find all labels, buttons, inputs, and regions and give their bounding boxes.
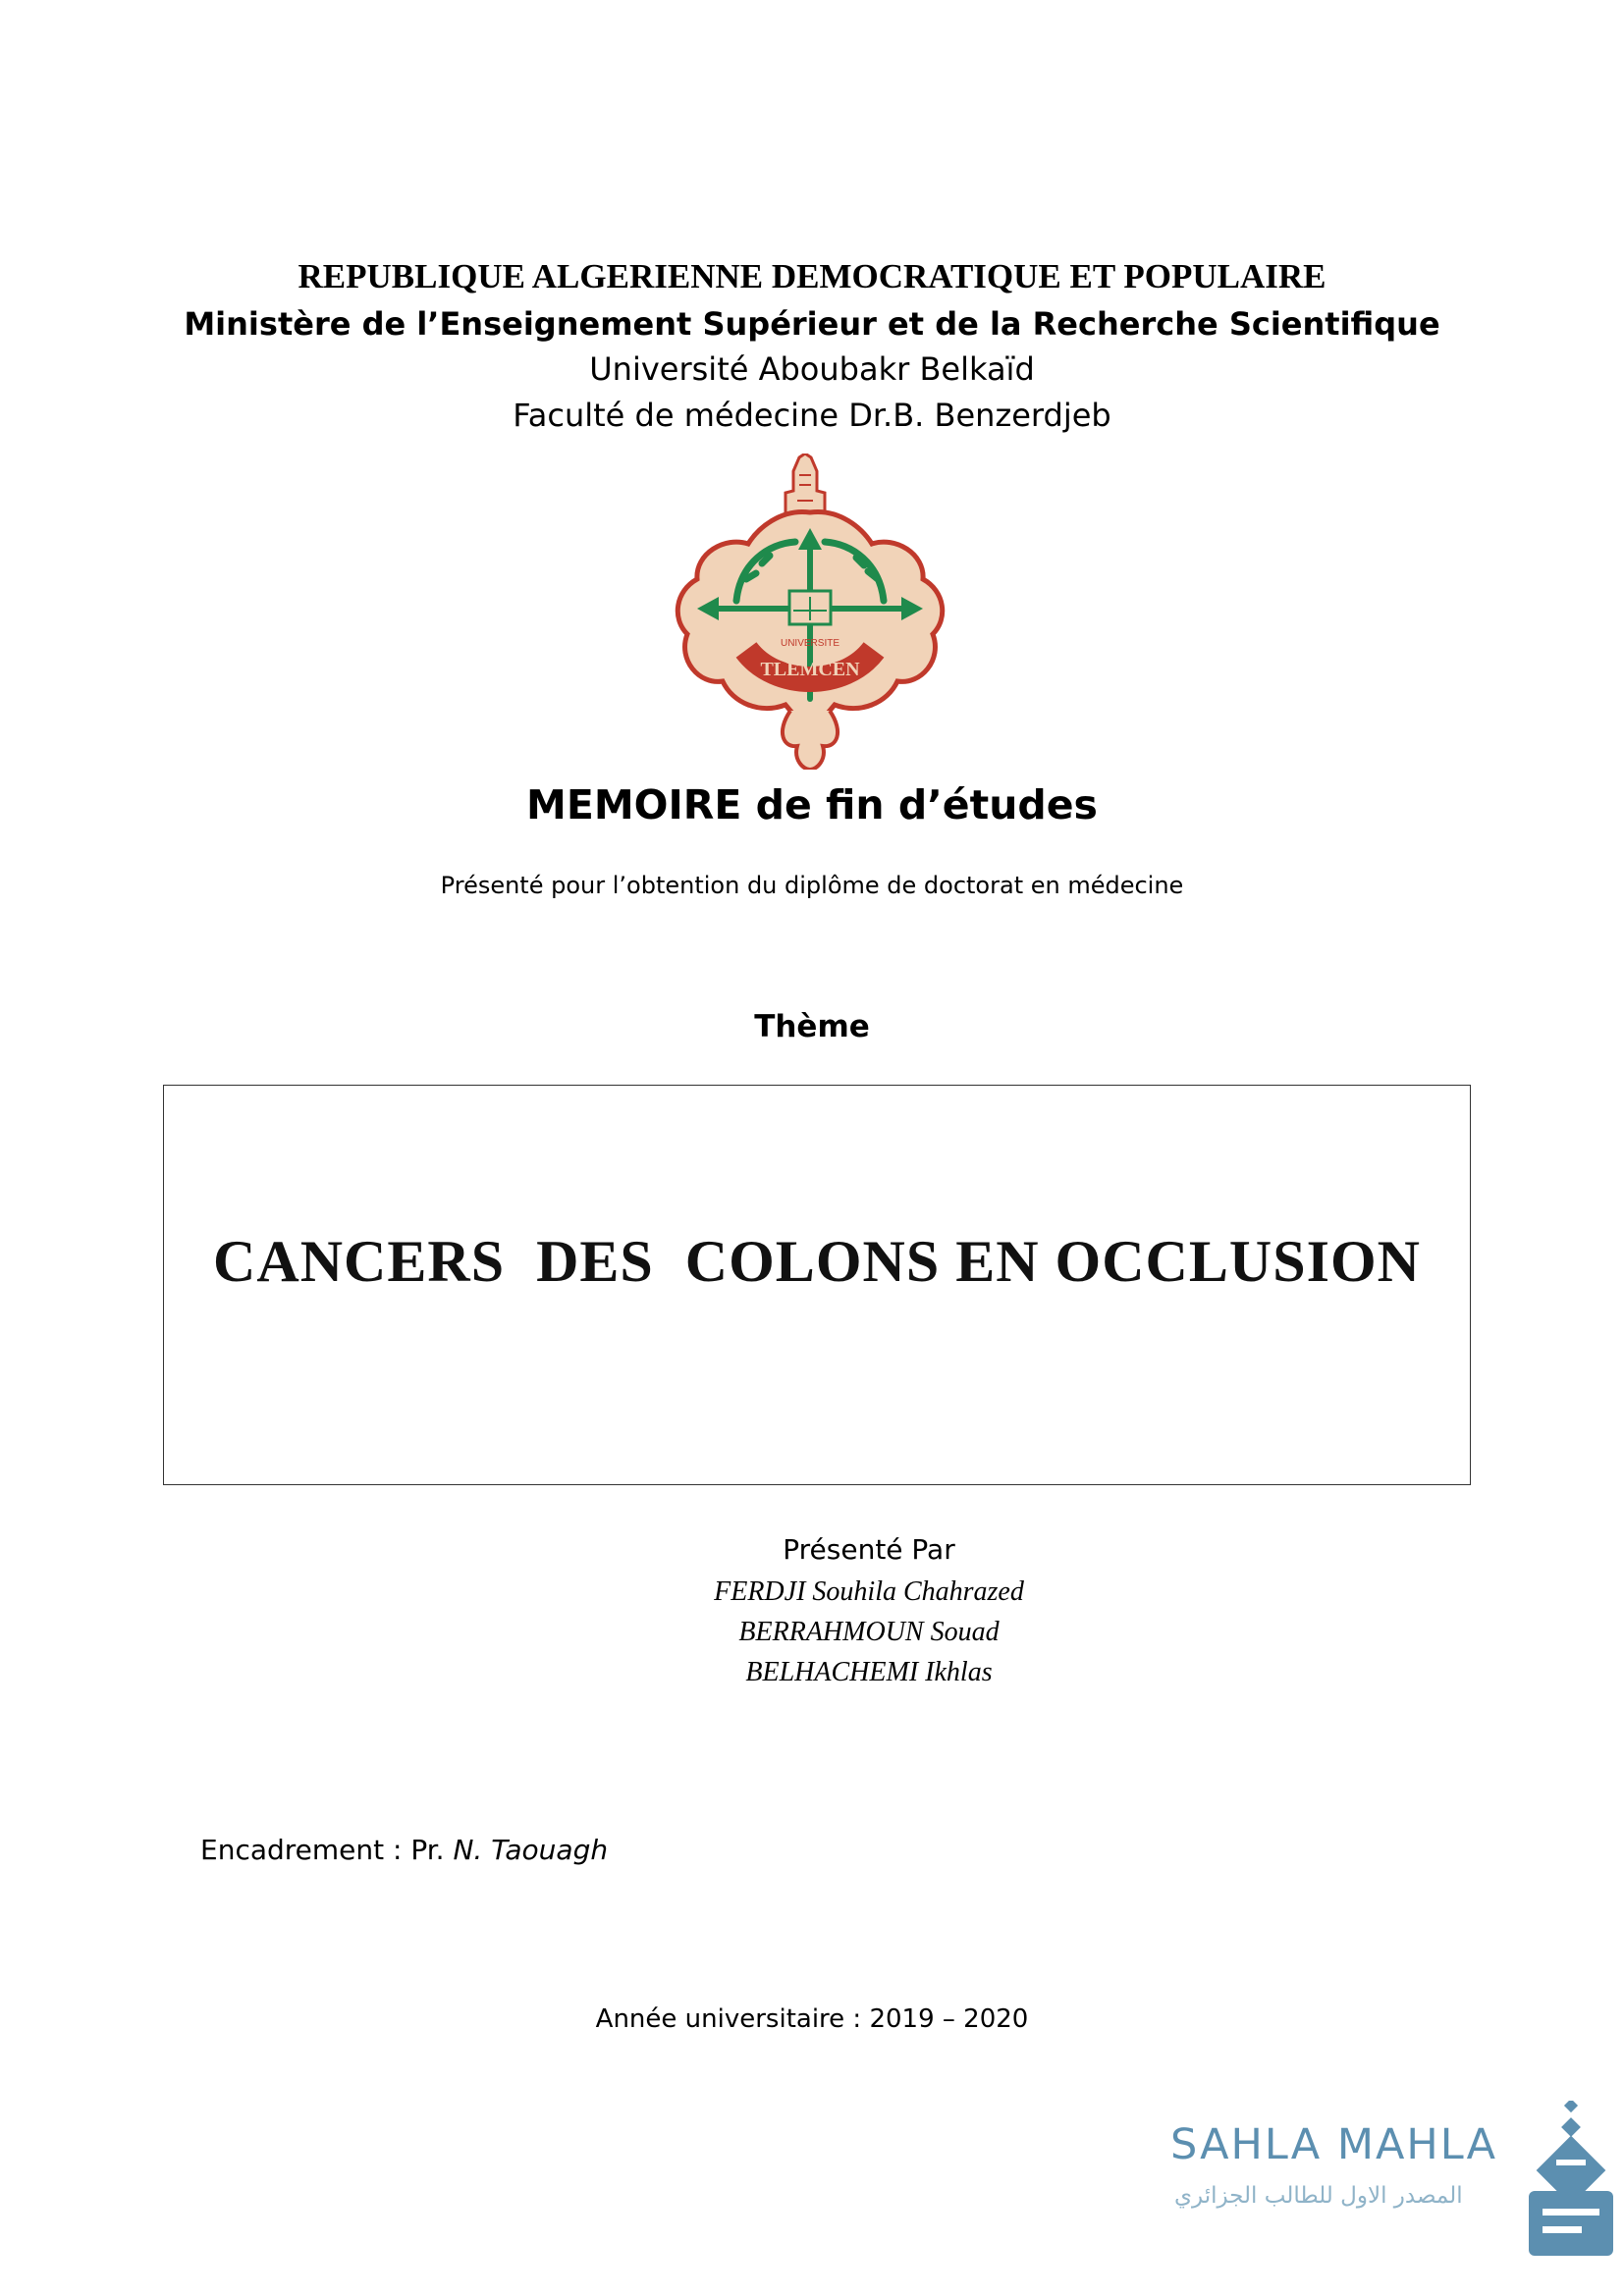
university-emblem — [668, 454, 952, 770]
author-name: FERDJI Souhila Chahrazed — [714, 1576, 1024, 1607]
author-name: BERRAHMOUN Souad — [738, 1617, 1000, 1647]
watermark-tagline: المصدر الاول للطالب الجزائري — [1174, 2183, 1463, 2209]
supervision-line — [200, 1834, 608, 1866]
theme-label: Thème — [754, 1009, 870, 1044]
republic-heading: REPUBLIQUE ALGERIENNE DEMOCRATIQUE ET POPULAIRE — [298, 257, 1326, 295]
sahla-mahla-logo-icon — [1519, 2101, 1622, 2263]
academic-year: Année universitaire : 2019 – 2020 — [595, 2004, 1029, 2034]
sahla-mahla-watermark — [1170, 2101, 1624, 2296]
document-kind: MEMOIRE de fin d’études — [526, 781, 1098, 828]
document-purpose: Présenté pour l’obtention du diplôme de doctorat en médecine — [440, 872, 1184, 899]
ministry-heading: Ministère de l’Enseignement Supérieur et de la Recherche Scientifique — [184, 305, 1440, 343]
svg-text:TLEMCEN: TLEMCEN — [760, 659, 860, 680]
university-name: Université Aboubakr Belkaïd — [589, 350, 1035, 388]
author-name: BELHACHEMI Ikhlas — [745, 1657, 993, 1687]
watermark-brand: SAHLA MAHLA — [1170, 2120, 1498, 2169]
presented-by-label: Présenté Par — [783, 1533, 955, 1566]
supervision-label: Encadrement : Pr. — [200, 1834, 454, 1866]
theme-title: CANCERS DES COLONS EN OCCLUSION — [213, 1229, 1421, 1294]
svg-text:UNIVERSITE: UNIVERSITE — [780, 638, 840, 649]
faculty-name: Faculté de médecine Dr.B. Benzerdjeb — [513, 397, 1111, 434]
supervisor-name: N. Taouagh — [453, 1834, 609, 1866]
theme-box — [163, 1085, 1471, 1485]
